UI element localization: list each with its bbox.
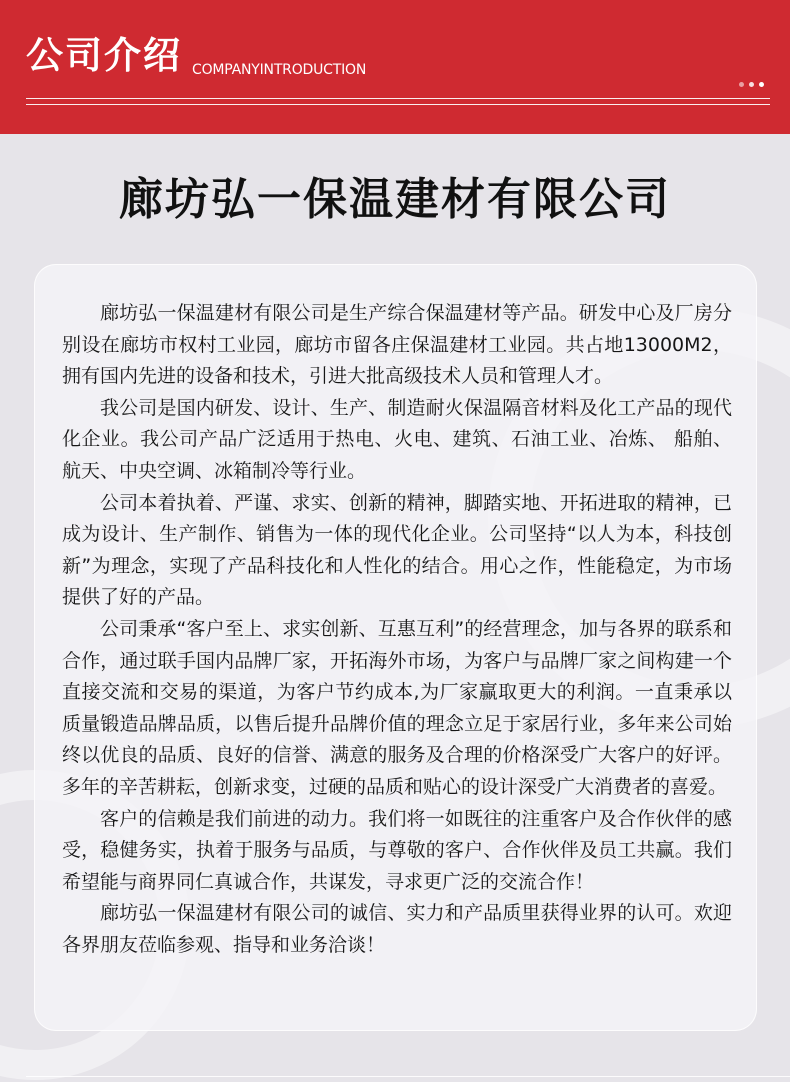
intro-paragraph: 公司秉承“客户至上、求实创新、互惠互利”的经营理念，加与各界的联系和合作，通过联手国内品牌厂家，开拓海外市场，为客户与品牌厂家之间构建一个直接交流和交易的渠道，为客户节约成本,为厂家赢取更大的利润。一直秉承以质量锻造品牌品质，以售后提升品牌价值的理念立足于家居行业，多年来公司始终以优良的品质、良好的信誉、满意的服务及合理的价格深受广大客户的好评。多年的辛苦耕耘，创新求变，过硬的品质和贴心的设计深受广大消费者的喜爱。 xyxy=(62,617,732,798)
dot-icon xyxy=(759,82,764,87)
header-title: 公司介绍 xyxy=(26,34,182,77)
company-introduction-text xyxy=(62,298,732,961)
header-divider xyxy=(26,98,770,99)
header-subtitle: COMPANYINTRODUCTION xyxy=(192,62,367,78)
intro-paragraph: 我公司是国内研发、设计、生产、制造耐火保温隔音材料及化工产品的现代化企业。我公司产品广泛适用于热电、火电、建筑、石油工业、冶炼、 船舶、航天、中央空调、冰箱制冷等行业。 xyxy=(62,396,732,482)
bottom-divider xyxy=(26,1076,790,1077)
header-banner xyxy=(0,0,790,134)
intro-paragraph: 公司本着执着、严谨、求实、创新的精神，脚踏实地、开拓进取的精神，已成为设计、生产制作、销售为一体的现代化企业。公司坚持“以人为本，科技创新”为理念，实现了产品科技化和人性化的结合。用心之作，性能稳定，为市场提供了好的产品。 xyxy=(62,491,732,609)
dot-icon xyxy=(749,82,754,87)
dot-icon xyxy=(739,82,744,87)
intro-paragraph: 廊坊弘一保温建材有限公司的诚信、实力和产品质里获得业界的认可。欢迎各界朋友莅临参观、指导和业务洽谈！ xyxy=(62,902,732,956)
company-name: 廊坊弘一保温建材有限公司 xyxy=(119,174,671,225)
intro-paragraph: 客户的信赖是我们前进的动力。我们将一如既往的注重客户及合作伙伴的感受，稳健务实，执着于服务与品质，与尊敬的客户、合作伙伴及员工共赢。我们希望能与商界同仁真诚合作，共谋发，寻求更广泛的交流合作！ xyxy=(62,807,732,893)
header-divider xyxy=(26,104,770,105)
dots-icon xyxy=(739,82,771,90)
intro-paragraph: 廊坊弘一保温建材有限公司是生产综合保温建材等产品。研发中心及厂房分别设在廊坊市权村工业园，廊坊市留各庄保温建材工业园。共占地13000M2，拥有国内先进的设备和技术，引进大批高级技术人员和管理人才。 xyxy=(62,302,732,388)
